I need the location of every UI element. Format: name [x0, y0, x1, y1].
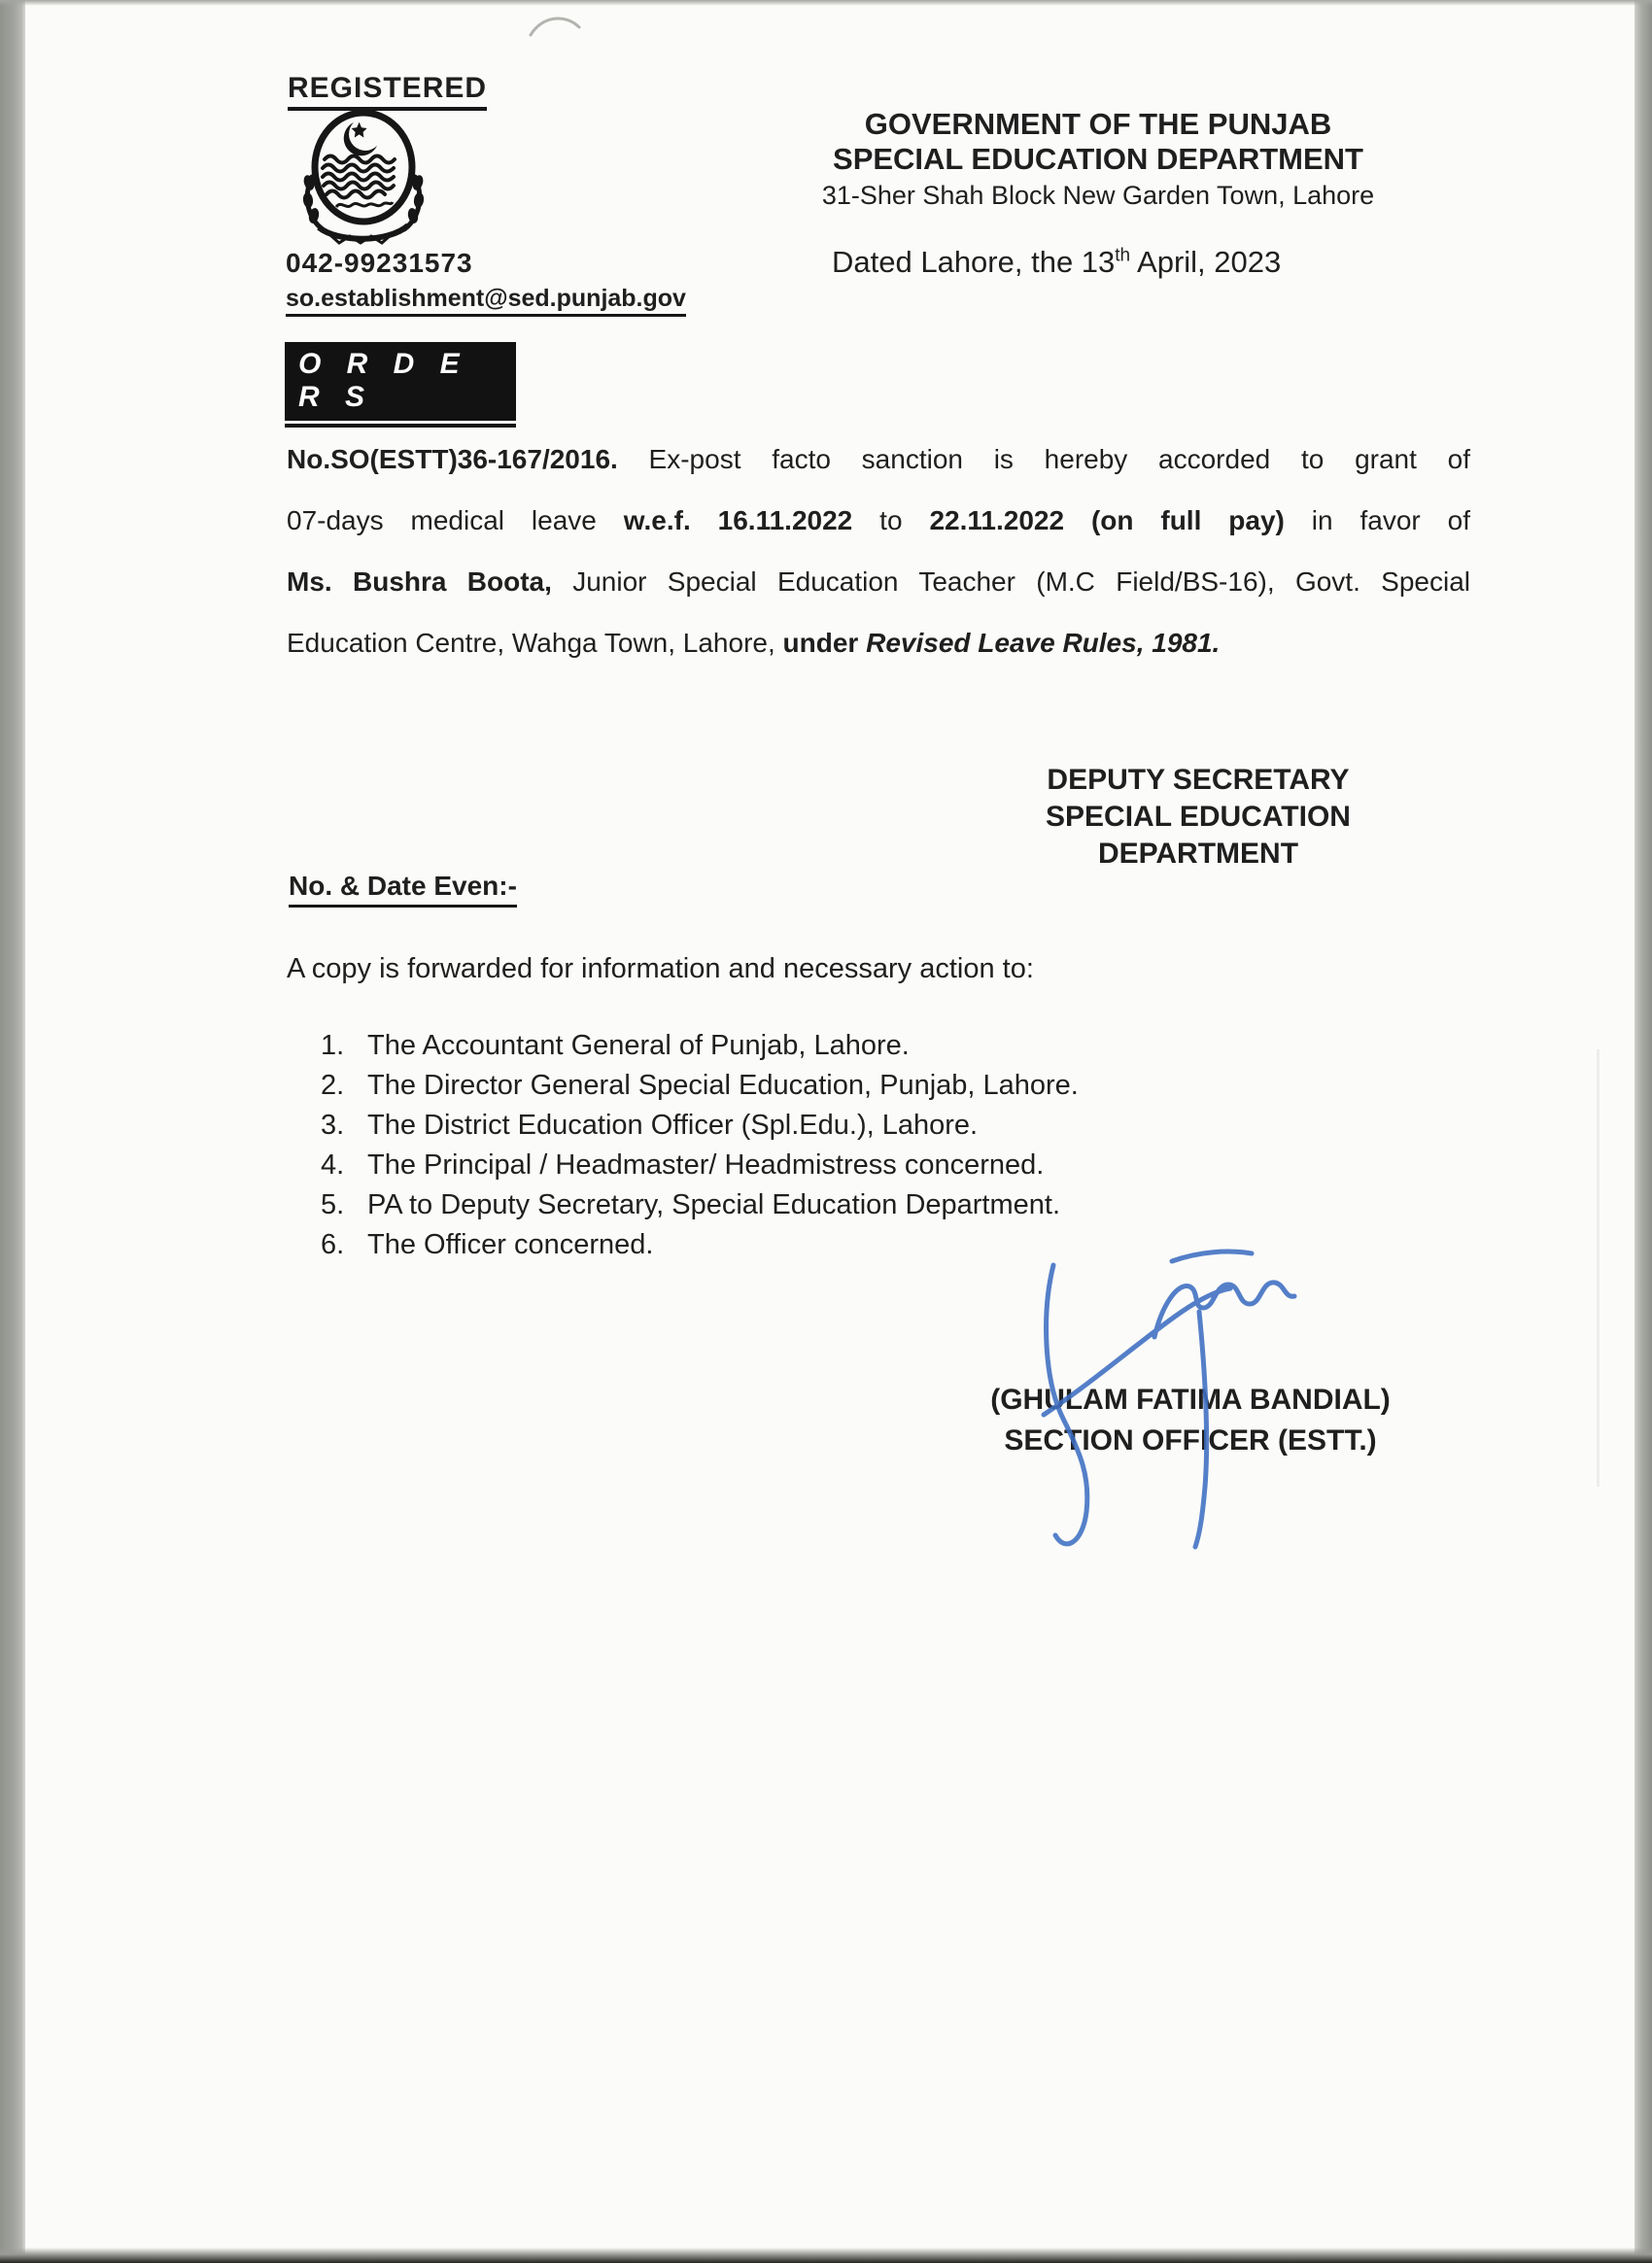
order-paragraph-line-1 [287, 429, 1470, 490]
recipient-item [321, 1185, 1079, 1225]
scan-left-shadow-band [0, 0, 25, 2263]
leave-rules-reference: Revised Leave Rules, 1981. [866, 628, 1221, 658]
order-reference-number: No.SO(ESTT)36-167/2016. [287, 444, 618, 474]
office-email-address: so.establishment@sed.punjab.gov [286, 285, 686, 317]
date-line [832, 245, 1281, 280]
paper-crease-line [1597, 1049, 1600, 1487]
recipient-text: The District Education Officer (Spl.Edu.), Lahore. [367, 1110, 979, 1141]
authority-line: SPECIAL EDUCATION [1046, 801, 1351, 833]
recipient-number: 4. [321, 1149, 345, 1181]
office-phone-number: 042-99231573 [286, 248, 473, 278]
recipient-number: 2. [321, 1070, 345, 1101]
scan-right-shadow-band [1635, 0, 1652, 2263]
department-title: SPECIAL EDUCATION DEPARTMENT [833, 142, 1363, 176]
order-paragraph-line-3 [287, 551, 1470, 612]
issuing-authority-block [999, 762, 1397, 873]
order-text-segment: Education Centre, Wahga Town, Lahore, [287, 628, 783, 658]
punjab-government-crest-icon [280, 107, 447, 255]
authority-line: DEPUTY SECRETARY [1047, 764, 1350, 796]
orders-heading: O R D E R S [285, 342, 516, 421]
handwritten-signature [1009, 1244, 1320, 1564]
recipient-item [321, 1026, 1079, 1066]
signatory-title: SECTION OFFICER (ESTT.) [1004, 1424, 1377, 1457]
recipient-number: 5. [321, 1189, 345, 1220]
order-text-segment: 07-days medical leave [287, 505, 624, 535]
recipient-text: The Director General Special Education, Punjab, Lahore. [367, 1070, 1079, 1101]
number-date-even-heading: No. & Date Even:- [289, 871, 517, 908]
recipient-text: PA to Deputy Secretary, Special Education Department. [367, 1189, 1061, 1220]
order-text-segment: to [852, 505, 930, 535]
recipient-item [321, 1146, 1079, 1185]
recipient-item [321, 1066, 1079, 1106]
order-paragraph [287, 429, 1470, 673]
recipient-item [321, 1106, 1079, 1146]
recipient-number: 6. [321, 1229, 345, 1260]
recipient-text: The Officer concerned. [367, 1229, 654, 1260]
registered-label: REGISTERED [288, 72, 487, 111]
government-title: GOVERNMENT OF THE PUNJAB [864, 107, 1332, 141]
scan-bottom-dark-strip [0, 2247, 1652, 2263]
scan-top-shadow-band [0, 0, 1652, 6]
recipient-list [321, 1026, 1079, 1265]
leave-start-date: w.e.f. 16.11.2022 [623, 505, 853, 535]
recipient-item [321, 1225, 1079, 1265]
date-ordinal-superscript: th [1115, 245, 1131, 266]
order-text-segment: under [782, 628, 867, 658]
department-letterhead [814, 107, 1382, 213]
recipient-text: The Accountant General of Punjab, Lahore. [367, 1030, 910, 1061]
orders-heading-underline [285, 342, 516, 428]
recipient-number: 3. [321, 1110, 345, 1141]
department-address: 31-Sher Shah Block New Garden Town, Lahore [821, 181, 1375, 210]
order-text-segment: in favor of [1284, 505, 1470, 535]
order-text-segment: Junior Special Education Teacher (M.C Field/BS-16), Govt. Special [551, 566, 1471, 597]
date-suffix: April, 2023 [1130, 245, 1282, 279]
order-paragraph-line-2 [287, 490, 1470, 551]
leave-end-date: 22.11.2022 (on full pay) [929, 505, 1285, 535]
order-text-segment: Ex-post facto sanction is hereby accorded to grant of [617, 444, 1470, 474]
order-paragraph-line-4 [287, 612, 1470, 673]
forwarding-line: A copy is forwarded for information and necessary action to: [287, 953, 1034, 984]
recipient-number: 1. [321, 1030, 345, 1061]
authority-line: DEPARTMENT [1097, 838, 1299, 870]
teacher-name: Ms. Bushra Boota, [287, 566, 552, 597]
scan-curl-mark [523, 6, 591, 50]
recipient-text: The Principal / Headmaster/ Headmistress concerned. [367, 1149, 1045, 1181]
signatory-name: (GHULAM FATIMA BANDIAL) [990, 1384, 1391, 1416]
date-prefix: Dated Lahore, the 13 [832, 245, 1116, 279]
